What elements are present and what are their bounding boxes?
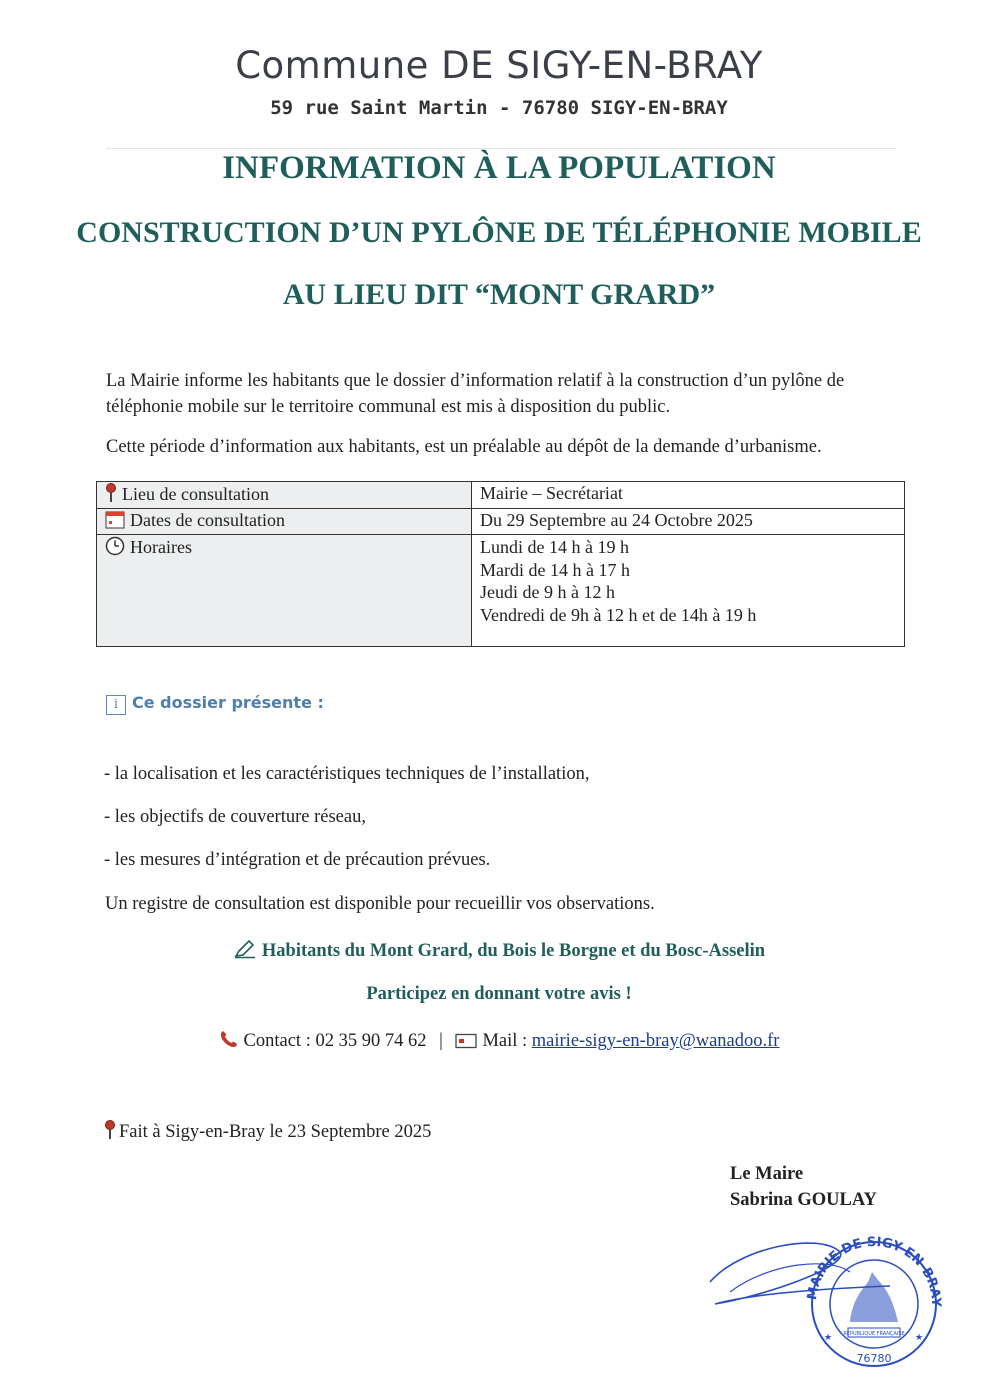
horaire-line: Lundi de 14 h à 19 h — [480, 537, 629, 557]
fait-text: Fait à Sigy-en-Bray le 23 Septembre 2025 — [119, 1122, 432, 1142]
list-item: - les mesures d’intégration et de précaution prévues. — [104, 850, 491, 870]
maire-name: Sabrina GOULAY — [730, 1190, 877, 1210]
horaire-line: Mardi de 14 h à 17 h — [480, 559, 630, 580]
horaires-label-cell — [97, 535, 472, 647]
habitants-call — [0, 939, 998, 965]
participez-call: Participez en donnant votre avis ! — [366, 984, 632, 1004]
info-box-icon: i — [106, 695, 126, 715]
table-row — [97, 482, 905, 509]
list-item: - la localisation et les caractéristiques techniques de l’installation, — [104, 764, 590, 784]
table-row — [97, 509, 905, 535]
dates-label: Dates de consultation — [130, 510, 285, 530]
svg-text:76780: 76780 — [856, 1352, 892, 1365]
list-item: - les objectifs de couverture réseau, — [104, 807, 366, 827]
svg-text:★: ★ — [915, 1333, 924, 1343]
horaire-line: Jeudi de 9 h à 12 h — [480, 582, 615, 602]
table-row — [97, 535, 905, 647]
mail-icon — [455, 1033, 477, 1055]
pen-icon — [233, 939, 257, 965]
commune-title: Commune DE SIGY-EN-BRAY — [235, 44, 763, 87]
dossier-heading-text: Ce dossier présente : — [132, 693, 324, 712]
svg-text:RÉPUBLIQUE FRANÇAISE: RÉPUBLIQUE FRANÇAISE — [843, 1331, 905, 1337]
pin-icon — [104, 1120, 116, 1146]
mail-label: Mail : — [482, 1031, 528, 1051]
lieu-value: Mairie – Secrétariat — [472, 482, 905, 509]
svg-text:MAIRIE DE SIGY-EN-BRAY: MAIRIE DE SIGY-EN-BRAY — [804, 1234, 944, 1308]
lieu-label-cell — [97, 482, 472, 509]
dates-value: Du 29 Septembre au 24 Octobre 2025 — [472, 509, 905, 535]
intro-paragraph: La Mairie informe les habitants que le dossier d’information relatif à la construction d’un pylône de téléphonie mobile sur le territoire communal est mis à disposition du public. — [106, 371, 845, 417]
lieu-label: Lieu de consultation — [122, 484, 269, 504]
commune-address: 59 rue Saint Martin - 76780 SIGY-EN-BRAY — [270, 97, 728, 119]
horaires-label: Horaires — [130, 537, 192, 557]
header-divider — [106, 148, 896, 149]
maire-title: Le Maire — [730, 1164, 804, 1184]
pin-icon — [105, 483, 117, 508]
heading-construction: CONSTRUCTION D’UN PYLÔNE DE TÉLÉPHONIE MOBILE — [76, 216, 922, 249]
clock-icon — [105, 536, 125, 561]
mail-link[interactable]: mairie-sigy-en-bray@wanadoo.fr — [531, 1031, 780, 1051]
heading-lieu-dit: AU LIEU DIT “MONT GRARD” — [282, 278, 716, 311]
fait-a-line — [104, 1120, 431, 1146]
contact-separator: | — [439, 1031, 443, 1051]
calendar-icon — [105, 510, 125, 534]
horaire-line: Vendredi de 9h à 12 h et de 14h à 19 h — [480, 604, 757, 625]
heading-information: INFORMATION À LA POPULATION — [222, 150, 776, 186]
dossier-heading — [106, 693, 324, 715]
consultation-table — [96, 481, 905, 647]
dates-label-cell — [97, 509, 472, 535]
mairie-stamp — [700, 1222, 950, 1376]
habitants-text: Habitants du Mont Grard, du Bois le Borgne et du Bosc-Asselin — [261, 941, 766, 961]
horaires-value — [472, 535, 905, 647]
registre-text: Un registre de consultation est disponible pour recueillir vos observations. — [105, 894, 655, 914]
contact-phone: Contact : 02 35 90 74 62 — [243, 1031, 427, 1051]
intro-urbanisme-paragraph: Cette période d’information aux habitants, est un préalable au dépôt de la demande d’urbanisme. — [106, 437, 822, 457]
svg-text:★: ★ — [824, 1333, 833, 1343]
phone-icon — [219, 1029, 239, 1055]
contact-line — [0, 1029, 998, 1055]
